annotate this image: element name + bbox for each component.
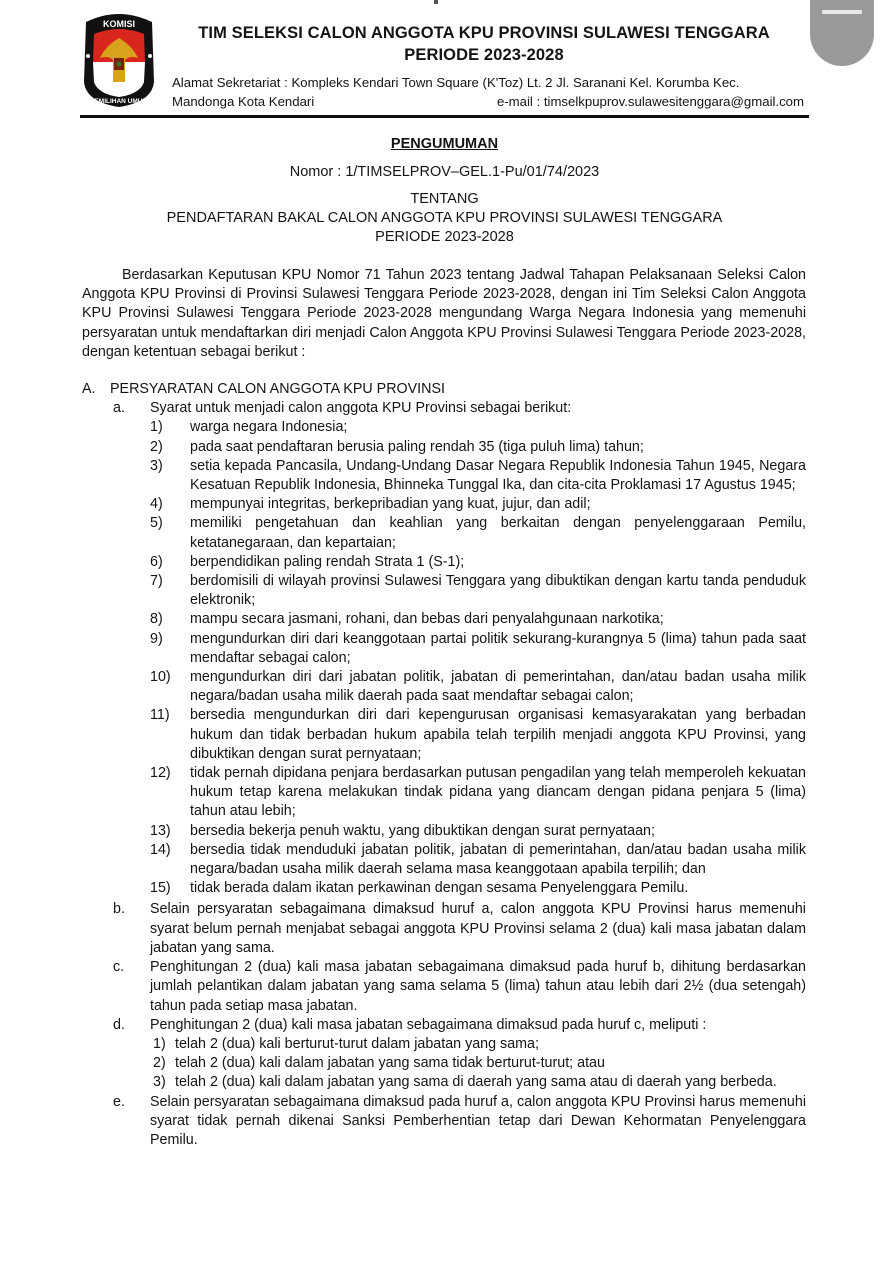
subitem-text: bersedia bekerja penuh waktu, yang dibuktikan dengan surat pernyataan; <box>190 822 655 839</box>
subitem-text: tidak berada dalam ikatan perkawinan dengan sesama Penyelenggara Pemilu. <box>190 880 689 897</box>
intro-paragraph: Berdasarkan Keputusan KPU Nomor 71 Tahun 2023 tentang Jadwal Tahapan Pelaksanaan Seleksi Calon Anggota KPU Provinsi di Provinsi Sulawesi Tenggara Periode 2023-2028, dengan ini Tim Seleksi Calon Anggota KPU Provinsi Sulawesi Tenggara Periode 2023-2028 mengundang Warga Negara Indonesia yang memenuhi persyaratan untuk mendaftarkan diri menjadi Calon Anggota KPU Provinsi Sulawesi Tenggara Periode 2023-2028, dengan ketentuan sebagai berikut : <box>82 267 806 360</box>
list-item-d <box>113 1016 806 1035</box>
subitem-label: 9) <box>150 630 163 647</box>
letterhead-title-line1: TIM SELEKSI CALON ANGGOTA KPU PROVINSI SULAWESI TENGGARA <box>198 24 770 42</box>
list-subitem <box>150 764 806 822</box>
subitem-label: 3) <box>153 1074 166 1091</box>
address-text: Alamat Sekretariat : Kompleks Kendari Town Square (K'Toz) Lt. 2 Jl. Saranani Kel. Korumba Kec. <box>172 75 740 90</box>
scan-artifact <box>434 0 438 4</box>
minus-icon <box>822 10 862 14</box>
subitem-label: 12) <box>150 765 171 782</box>
letterhead-title <box>170 22 798 66</box>
announcement-title: PENGUMUMAN <box>390 136 499 152</box>
item-label: d. <box>113 1016 125 1033</box>
subitem-label: 1) <box>150 419 163 436</box>
subitem-text: bersedia tidak menduduki jabatan politik, jabatan di pemerintahan, dan/atau badan usaha milik negara/badan usaha milik daerah selama masa keanggotaan apabila terpilih; dan <box>190 841 806 878</box>
item-text: Selain persyaratan sebagaimana dimaksud huruf a, calon anggota KPU Provinsi harus memenuhi syarat belum pernah menjabat sebagai anggota KPU Provinsi selama 2 (dua) kali masa jabatan dalam jabatan yang sama. <box>150 901 806 956</box>
subitem-label: 2) <box>150 438 163 455</box>
subitem-text: berpendidikan paling rendah Strata 1 (S-1); <box>190 553 465 570</box>
address-city: Mandonga Kota Kendari <box>172 94 315 109</box>
item-text: Penghitungan 2 (dua) kali masa jabatan sebagaimana dimaksud pada huruf c, meliputi : <box>150 1016 707 1033</box>
scroll-handle[interactable] <box>810 0 874 66</box>
item-label: b. <box>113 901 125 918</box>
subitem-text: berdomisili di wilayah provinsi Sulawesi Tenggara yang dibuktikan dengan kartu tanda penduduk elektronik; <box>190 573 806 609</box>
subitem-text: mempunyai integritas, berkepribadian yang kuat, jujur, dan adil; <box>190 496 591 513</box>
item-text: Selain persyaratan sebagaimana dimaksud pada huruf a, calon anggota KPU Provinsi harus memenuhi syarat tidak pernah dikenai Sanksi Pemberhentian tetap dari Dewan Kehormatan Penyelenggara Pemilu. <box>150 1093 806 1148</box>
list-subitem <box>150 610 806 629</box>
subitem-text: mampu secara jasmani, rohani, dan bebas dari penyalahgunaan narkotika; <box>190 611 664 628</box>
list-item-b <box>113 900 806 958</box>
section-a <box>82 380 806 1150</box>
subitem-label: 10) <box>150 669 171 686</box>
list-subitem <box>150 572 806 610</box>
subitem-text: mengundurkan diri dari jabatan politik, jabatan di pemerintahan, dan/atau badan usaha milik negara/badan usaha milik daerah pada saat mendaftar sebagai calon; <box>190 669 806 705</box>
list-item-c <box>113 958 806 1016</box>
list-subitem <box>153 1054 806 1073</box>
subitem-label: 1) <box>153 1035 166 1052</box>
subitem-text: tidak pernah dipidana penjara berdasarkan putusan pengadilan yang telah memperoleh kekuatan hukum tetap karena melakukan tindak pidana yang diancam dengan pidana penjara 5 (lima) tahun atau lebih; <box>190 765 807 820</box>
email-address: e-mail : timselkpuprov.sulawesitenggara@gmail.com <box>496 94 804 109</box>
subitem-label: 15) <box>150 880 171 897</box>
subitem-text: setia kepada Pancasila, Undang-Undang Dasar Negara Republik Indonesia Tahun 1945, Negara Kesatuan Republik Indonesia, Bhinneka Tunggal Ika, dan cita-cita Proklamasi 17 Agustus 1945; <box>190 457 806 494</box>
list-subitem <box>150 514 806 552</box>
list-subitem <box>150 879 806 898</box>
letterhead-divider <box>80 115 809 118</box>
subitem-text: telah 2 (dua) kali dalam jabatan yang sama di daerah yang sama atau di daerah yang berbeda. <box>175 1074 777 1091</box>
list-item-a <box>113 399 806 418</box>
list-subitem <box>150 841 806 879</box>
subitem-text: mengundurkan diri dari keanggotaan partai politik sekurang-kurangnya 5 (lima) tahun pada saat mendaftar sebagai calon; <box>190 630 806 666</box>
subject-line-1: PENDAFTARAN BAKAL CALON ANGGOTA KPU PROVINSI SULAWESI TENGGARA <box>166 210 723 226</box>
subject-line-2: PERIODE 2023-2028 <box>375 229 514 245</box>
list-subitem <box>150 495 806 514</box>
subitem-label: 14) <box>150 841 171 858</box>
kpu-logo <box>80 12 158 108</box>
subitem-text: memiliki pengetahuan dan keahlian yang berkaitan dengan penyelenggaraan Pemilu, ketatanegaraan, dan kepartaian; <box>190 515 806 551</box>
subitem-label: 8) <box>150 611 163 628</box>
subitem-text: bersedia mengundurkan diri dari kepengurusan organisasi kemasyarakatan yang berbadan hukum dan tidak berbadan hukum apabila telah terpilih menjadi anggota KPU Provinsi, yang dibuktikan dengan surat pernyataan; <box>190 707 806 762</box>
section-label: A. <box>82 381 96 397</box>
list-subitem <box>150 553 806 572</box>
item-text: Penghitungan 2 (dua) kali masa jabatan sebagaimana dimaksud pada huruf b, dihitung berdasarkan jumlah pelantikan dalam jabatan yang sama selama 5 (lima) tahun atau lebih dari 2½ (dua setengah) tahun pada setiap masa jabatan. <box>150 959 806 1014</box>
subitem-text: warga negara Indonesia; <box>190 419 348 436</box>
item-label: e. <box>113 1093 125 1110</box>
subitem-label: 11) <box>150 707 170 724</box>
item-text: Syarat untuk menjadi calon anggota KPU Provinsi sebagai berikut: <box>150 400 572 417</box>
list-subitem <box>150 706 806 764</box>
garuda-emblem-icon <box>80 12 158 108</box>
list-subitem <box>150 668 806 706</box>
subitem-label: 2) <box>153 1055 166 1072</box>
section-a-heading <box>82 380 806 399</box>
subitem-label: 3) <box>150 457 163 474</box>
subitem-text: telah 2 (dua) kali berturut-turut dalam jabatan yang sama; <box>175 1035 539 1052</box>
subitem-label: 4) <box>150 496 163 513</box>
list-subitem <box>150 418 806 437</box>
list-subitem <box>150 457 806 495</box>
svg-text:KOMISI: KOMISI <box>102 19 136 29</box>
document-subject <box>80 190 809 247</box>
letterhead-title-line2: PERIODE 2023-2028 <box>404 46 564 64</box>
list-subitem <box>150 630 806 668</box>
subitem-label: 6) <box>150 553 163 570</box>
item-label: a. <box>113 400 125 417</box>
document-number: Nomor : 1/TIMSELPROV–GEL.1-Pu/01/74/2023 <box>289 164 600 180</box>
list-item-e <box>113 1093 806 1151</box>
subitem-label: 7) <box>150 573 163 590</box>
list-subitem <box>150 822 806 841</box>
subitem-text: pada saat pendaftaran berusia paling rendah 35 (tiga puluh lima) tahun; <box>190 438 644 455</box>
list-subitem <box>150 438 806 457</box>
item-label: c. <box>113 959 125 976</box>
list-subitem <box>153 1073 806 1092</box>
letterhead-address <box>172 73 806 111</box>
address-line-1 <box>172 73 806 92</box>
list-subitem <box>153 1035 806 1054</box>
subject-about: TENTANG <box>410 191 479 207</box>
subitem-label: 5) <box>150 515 163 532</box>
section-title: PERSYARATAN CALON ANGGOTA KPU PROVINSI <box>110 381 445 397</box>
subitem-label: 13) <box>150 822 171 839</box>
address-line-2 <box>172 92 806 111</box>
subitem-text: telah 2 (dua) kali dalam jabatan yang sama tidak berturut-turut; atau <box>175 1055 605 1072</box>
svg-text:PEMILIHAN UMUM: PEMILIHAN UMUM <box>90 98 148 105</box>
